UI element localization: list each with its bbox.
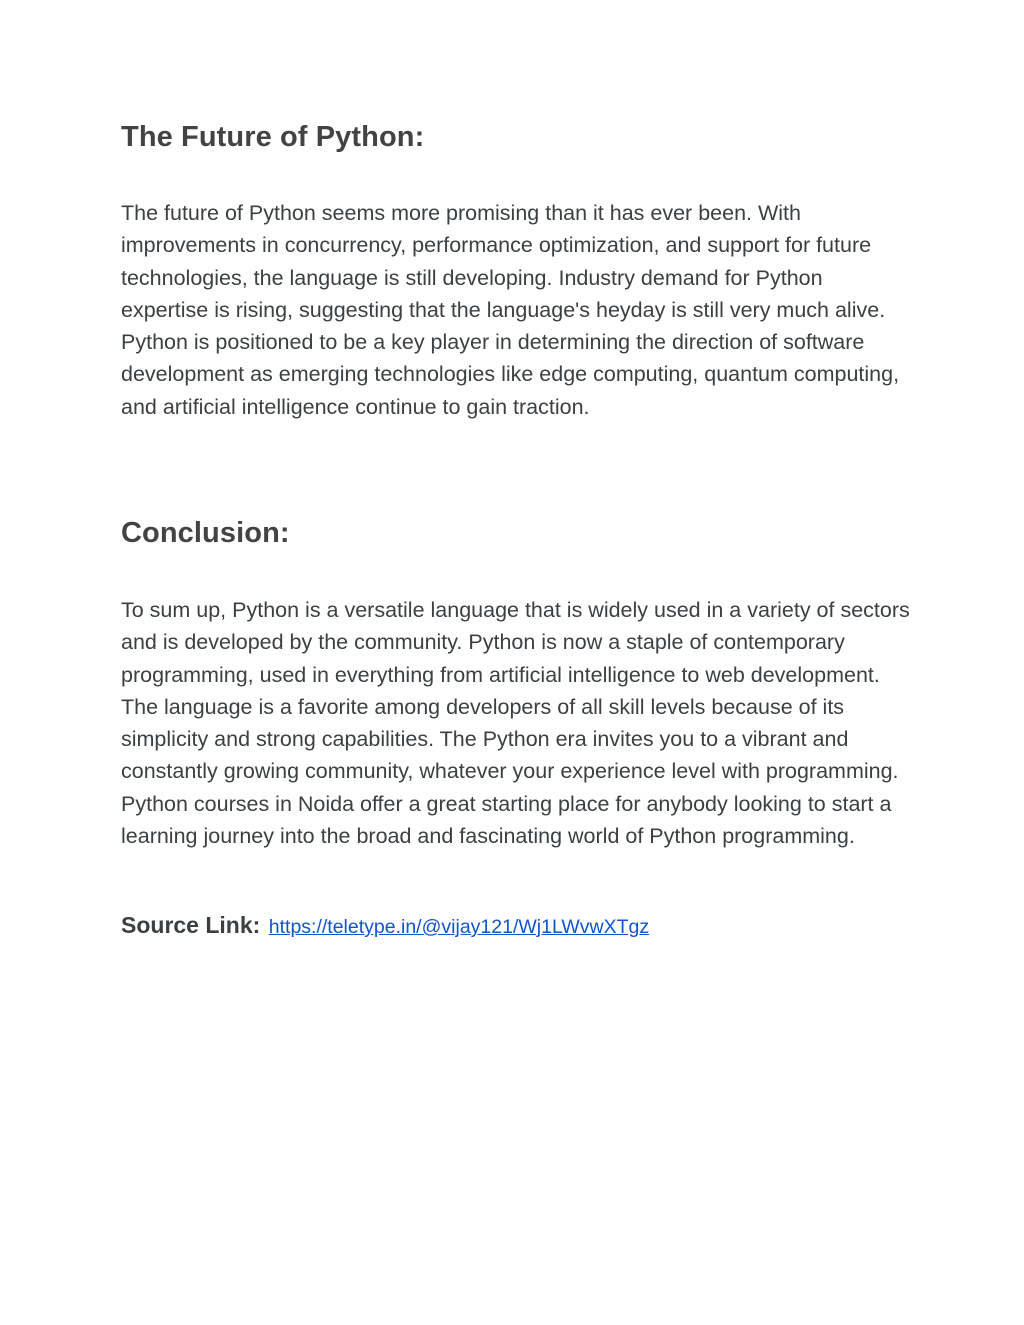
section-body-future: The future of Python seems more promising than it has ever been. With improvements in concurrency, performance optimization, and support for future technologies, the language is still developing. Industry demand for Python expertise is rising, suggesting that the language's heyday is still very much alive. Python is positioned to be a key player in determining the direction of software development as emerging technologies like edge computing, quantum computing, and artificial intelligence continue to gain traction. bbox=[121, 201, 900, 419]
section-heading-future: The Future of Python: bbox=[121, 121, 425, 153]
section-heading-conclusion: Conclusion: bbox=[121, 517, 290, 549]
source-link[interactable]: https://teletype.in/@vijay121/Wj1LWvwXTgz bbox=[268, 916, 650, 938]
source-label: Source Link: bbox=[121, 912, 261, 938]
source-line bbox=[121, 912, 649, 939]
section-body-conclusion: To sum up, Python is a versatile language that is widely used in a variety of sectors and is developed by the community. Python is now a staple of contemporary programming, used in everything from artificial intelligence to web development. The language is a favorite among developers of all skill levels because of its simplicity and strong capabilities. The Python era invites you to a vibrant and constantly growing community, whatever your experience level with programming. Python courses in Noida offer a great starting place for anybody looking to start a learning journey into the broad and fascinating world of Python programming. bbox=[121, 598, 910, 849]
